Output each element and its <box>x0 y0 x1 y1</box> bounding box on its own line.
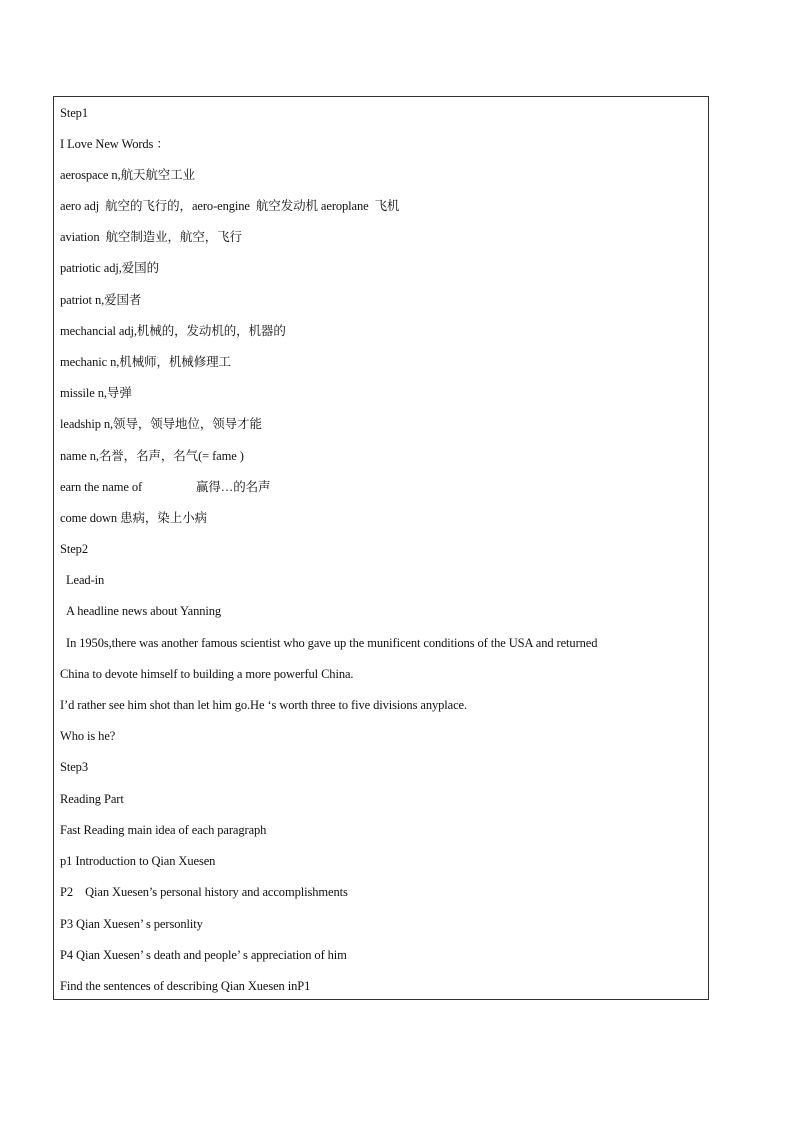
vocab-line: name n,名誉，名声，名气(= fame ) <box>60 449 244 463</box>
vocab-line: aviation 航空制造业，航空，飞行 <box>60 230 242 244</box>
vocab-line: aero adj 航空的飞行的，aero-engine 航空发动机 aeroplane 飞机 <box>60 199 400 213</box>
vocab-phrase-meaning: 赢得…的名声 <box>196 480 271 494</box>
vocab-line: patriot n,爱国者 <box>60 293 142 307</box>
text-line: P3 Qian Xuesen’ s personlity <box>60 917 203 931</box>
vocab-line: mechancial adj,机械的，发动机的，机器的 <box>60 324 286 338</box>
heading-step1: Step1 <box>60 106 88 120</box>
text-line: P2 Qian Xuesen’s personal history and accomplishments <box>60 885 348 899</box>
text-line: P4 Qian Xuesen’ s death and people’ s appreciation of him <box>60 948 347 962</box>
text-line: I’d rather see him shot than let him go.He ‘s worth three to five divisions anyplace. <box>60 698 468 712</box>
vocab-line: aerospace n,航天航空工业 <box>60 168 195 182</box>
heading-step3: Step3 <box>60 760 88 774</box>
text-line: Find the sentences of describing Qian Xuesen inP1 <box>60 979 311 993</box>
content-box <box>53 96 709 1000</box>
vocab-line: leadship n,领导，领导地位，领导才能 <box>60 417 262 431</box>
text-line: Who is he? <box>60 729 116 743</box>
text-line: In 1950s,there was another famous scientist who gave up the munificent conditions of the USA and returned <box>66 636 598 650</box>
text-line: Fast Reading main idea of each paragraph <box>60 823 267 837</box>
text-line: Lead-in <box>66 573 105 587</box>
text-line: A headline news about Yanning <box>66 604 222 618</box>
vocab-line: patriotic adj,爱国的 <box>60 261 159 275</box>
vocab-line: mechanic n,机械师，机械修理工 <box>60 355 231 369</box>
text-line: p1 Introduction to Qian Xuesen <box>60 854 216 868</box>
vocab-line: come down 患病，染上小病 <box>60 511 207 525</box>
text-line: Reading Part <box>60 792 124 806</box>
vocab-line: missile n,导弹 <box>60 386 132 400</box>
heading-step2: Step2 <box>60 542 88 556</box>
text-line: I Love New Words ： <box>60 137 169 151</box>
text-line: China to devote himself to building a more powerful China. <box>60 667 354 681</box>
vocab-phrase: earn the name of <box>60 480 143 494</box>
